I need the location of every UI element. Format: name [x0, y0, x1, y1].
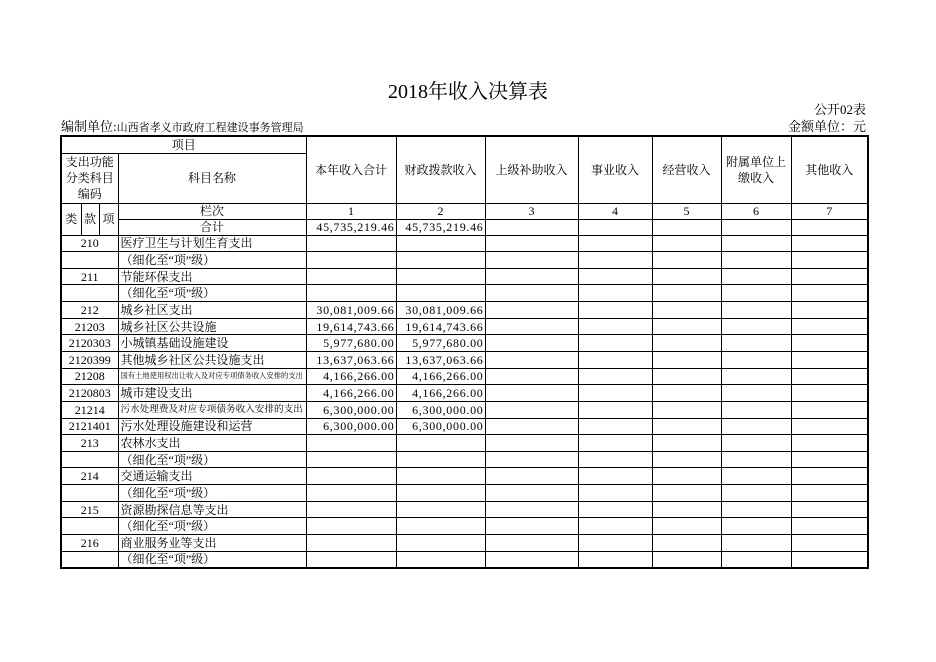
affiliated-remittance-cell	[721, 268, 791, 285]
other-income-cell	[791, 302, 868, 319]
other-income-cell	[791, 252, 868, 269]
income-total-cell	[306, 551, 396, 568]
fiscal-allocation-cell	[396, 268, 485, 285]
business-income-sum	[578, 219, 652, 235]
income-total-cell: 19,614,743.66	[306, 318, 396, 335]
table-row	[61, 435, 868, 452]
subject-name: 城乡社区公共设施	[118, 318, 306, 335]
operating-income-cell	[652, 485, 721, 502]
table-row	[61, 252, 868, 269]
fiscal-allocation-header: 财政拨款收入	[396, 136, 485, 203]
superior-subsidy-cell	[485, 418, 578, 435]
other-income-header: 其他收入	[791, 136, 868, 203]
business-income-cell	[578, 485, 652, 502]
table-row	[61, 401, 868, 418]
superior-subsidy-cell	[485, 351, 578, 368]
subject-name: 商业服务业等支出	[118, 535, 306, 552]
operating-income-cell	[652, 235, 721, 252]
subject-code	[61, 551, 118, 568]
subject-name: 小城镇基础设施建设	[118, 335, 306, 352]
operating-income-cell	[652, 535, 721, 552]
fiscal-allocation-cell	[396, 468, 485, 485]
amount-unit: 金额单位：元	[787, 119, 866, 134]
fiscal-allocation-cell	[396, 252, 485, 269]
compiling-unit	[61, 119, 304, 136]
other-income-cell	[791, 351, 868, 368]
fiscal-allocation-cell: 6,300,000.00	[396, 418, 485, 435]
other-income-cell	[791, 235, 868, 252]
other-income-cell	[791, 335, 868, 352]
business-income-cell	[578, 535, 652, 552]
income-total-cell	[306, 468, 396, 485]
fiscal-allocation-cell	[396, 451, 485, 468]
income-total-cell	[306, 235, 396, 252]
column-number: 2	[396, 203, 485, 219]
affiliated-remittance-cell	[721, 418, 791, 435]
other-income-cell	[791, 368, 868, 385]
operating-income-cell	[652, 401, 721, 418]
subject-name: （细化至“项”级）	[118, 518, 306, 535]
other-income-cell	[791, 451, 868, 468]
subject-name: （细化至“项”级）	[118, 285, 306, 302]
column-number: 5	[652, 203, 721, 219]
operating-income-cell	[652, 335, 721, 352]
other-income-cell	[791, 401, 868, 418]
table-row	[61, 285, 868, 302]
business-income-cell	[578, 401, 652, 418]
superior-subsidy-cell	[485, 535, 578, 552]
business-income-cell	[578, 518, 652, 535]
income-total-cell: 5,977,680.00	[306, 335, 396, 352]
income-total-cell: 13,637,063.66	[306, 351, 396, 368]
affiliated-remittance-cell	[721, 235, 791, 252]
income-total-cell	[306, 518, 396, 535]
subject-name: 污水处理费及对应专项债务收入安排的支出	[118, 401, 306, 418]
affiliated-remittance-cell	[721, 468, 791, 485]
income-total-cell	[306, 252, 396, 269]
table-row	[61, 468, 868, 485]
subject-name: 资源勘探信息等支出	[118, 501, 306, 518]
superior-subsidy-cell	[485, 518, 578, 535]
subject-name: （细化至“项”级）	[118, 551, 306, 568]
subject-code: 215	[61, 501, 118, 518]
table-row	[61, 368, 868, 385]
subject-code: 211	[61, 268, 118, 285]
table-row	[61, 335, 868, 352]
compiling-unit-label: 编制单位:	[61, 119, 117, 134]
superior-subsidy-cell	[485, 385, 578, 402]
business-income-cell	[578, 501, 652, 518]
income-total-cell	[306, 501, 396, 518]
business-income-cell	[578, 351, 652, 368]
income-total-cell: 4,166,266.00	[306, 368, 396, 385]
compiling-unit-name: 山西省孝义市政府工程建设事务管理局	[116, 122, 304, 134]
other-income-sum	[791, 219, 868, 235]
column-number: 4	[578, 203, 652, 219]
operating-income-cell	[652, 252, 721, 269]
business-income-cell	[578, 385, 652, 402]
superior-subsidy-header: 上级补助收入	[485, 136, 578, 203]
table-row	[61, 418, 868, 435]
table-row	[61, 518, 868, 535]
subject-name: 其他城乡社区公共设施支出	[118, 351, 306, 368]
column-number: 1	[306, 203, 396, 219]
total-row	[61, 219, 868, 235]
table-row	[61, 351, 868, 368]
fiscal-allocation-cell	[396, 435, 485, 452]
subject-name: 交通运输支出	[118, 468, 306, 485]
other-income-cell	[791, 551, 868, 568]
subject-code: 21214	[61, 401, 118, 418]
other-income-cell	[791, 418, 868, 435]
operating-income-cell	[652, 318, 721, 335]
income-total-cell	[306, 451, 396, 468]
business-income-cell	[578, 318, 652, 335]
superior-subsidy-cell	[485, 501, 578, 518]
affiliated-remittance-cell	[721, 501, 791, 518]
column-number: 7	[791, 203, 868, 219]
operating-income-cell	[652, 368, 721, 385]
fiscal-allocation-cell	[396, 535, 485, 552]
affiliated-remittance-cell	[721, 285, 791, 302]
subject-name-header: 科目名称	[118, 153, 306, 203]
income-total-cell	[306, 435, 396, 452]
income-total-cell	[306, 268, 396, 285]
superior-subsidy-cell	[485, 252, 578, 269]
code-level-item: 项	[99, 203, 118, 235]
income-total-sum: 45,735,219.46	[306, 219, 396, 235]
other-income-cell	[791, 518, 868, 535]
subject-name: 国有土地使用权出让收入及对应专项债务收入安排的支出	[118, 368, 306, 385]
form-code: 公开02表	[813, 102, 866, 117]
code-level-class: 类	[61, 203, 81, 235]
project-header: 项目	[61, 136, 306, 153]
superior-subsidy-cell	[485, 401, 578, 418]
fiscal-allocation-cell: 19,614,743.66	[396, 318, 485, 335]
fiscal-allocation-cell: 4,166,266.00	[396, 385, 485, 402]
business-income-cell	[578, 302, 652, 319]
fiscal-allocation-cell: 5,977,680.00	[396, 335, 485, 352]
operating-income-cell	[652, 385, 721, 402]
subject-code	[61, 485, 118, 502]
operating-income-cell	[652, 551, 721, 568]
business-income-cell	[578, 268, 652, 285]
operating-income-cell	[652, 451, 721, 468]
affiliated-remittance-cell	[721, 551, 791, 568]
income-total-cell	[306, 535, 396, 552]
affiliated-remittance-cell	[721, 351, 791, 368]
subject-code: 2120803	[61, 385, 118, 402]
superior-subsidy-cell	[485, 285, 578, 302]
total-label: 合计	[118, 219, 306, 235]
subject-code: 214	[61, 468, 118, 485]
operating-income-cell	[652, 302, 721, 319]
operating-income-cell	[652, 351, 721, 368]
subject-name: 农林水支出	[118, 435, 306, 452]
subject-code	[61, 518, 118, 535]
code-level-section: 款	[81, 203, 99, 235]
subject-name: 节能环保支出	[118, 268, 306, 285]
table-row	[61, 551, 868, 568]
affiliated-remittance-cell	[721, 368, 791, 385]
income-total-cell	[306, 285, 396, 302]
subject-name: 医疗卫生与计划生育支出	[118, 235, 306, 252]
fiscal-allocation-sum: 45,735,219.46	[396, 219, 485, 235]
other-income-cell	[791, 485, 868, 502]
table-row	[61, 302, 868, 319]
business-income-cell	[578, 435, 652, 452]
subject-code: 216	[61, 535, 118, 552]
subject-name: （细化至“项”级）	[118, 451, 306, 468]
affiliated-remittance-cell	[721, 451, 791, 468]
subject-name: （细化至“项”级）	[118, 252, 306, 269]
income-total-cell: 6,300,000.00	[306, 401, 396, 418]
subject-name: 城乡社区支出	[118, 302, 306, 319]
table-row	[61, 451, 868, 468]
business-income-cell	[578, 235, 652, 252]
business-income-cell	[578, 368, 652, 385]
subject-code: 2120303	[61, 335, 118, 352]
subject-code: 2121401	[61, 418, 118, 435]
column-number: 6	[721, 203, 791, 219]
other-income-cell	[791, 535, 868, 552]
superior-subsidy-cell	[485, 485, 578, 502]
table-row	[61, 485, 868, 502]
fiscal-allocation-cell	[396, 551, 485, 568]
affiliated-remittance-header: 附属单位上缴收入	[721, 136, 791, 203]
operating-income-cell	[652, 501, 721, 518]
code-group-header: 支出功能分类科目编码	[61, 153, 118, 203]
other-income-cell	[791, 501, 868, 518]
subject-code	[61, 285, 118, 302]
affiliated-remittance-cell	[721, 485, 791, 502]
superior-subsidy-cell	[485, 468, 578, 485]
fiscal-allocation-cell: 13,637,063.66	[396, 351, 485, 368]
business-income-cell	[578, 468, 652, 485]
affiliated-remittance-sum	[721, 219, 791, 235]
superior-subsidy-cell	[485, 435, 578, 452]
fiscal-allocation-cell	[396, 485, 485, 502]
fiscal-allocation-cell: 4,166,266.00	[396, 368, 485, 385]
subject-name: （细化至“项”级）	[118, 485, 306, 502]
operating-income-cell	[652, 268, 721, 285]
operating-income-cell	[652, 285, 721, 302]
operating-income-cell	[652, 435, 721, 452]
operating-income-sum	[652, 219, 721, 235]
operating-income-cell	[652, 518, 721, 535]
income-total-cell: 4,166,266.00	[306, 385, 396, 402]
table-row	[61, 268, 868, 285]
fiscal-allocation-cell	[396, 285, 485, 302]
header-row	[61, 136, 868, 153]
page-title: 2018年收入决算表	[388, 81, 548, 103]
table-row	[61, 385, 868, 402]
superior-subsidy-cell	[485, 268, 578, 285]
subject-code: 2120399	[61, 351, 118, 368]
operating-income-cell	[652, 418, 721, 435]
column-index-label: 栏次	[118, 203, 306, 219]
table-row	[61, 535, 868, 552]
business-income-cell	[578, 418, 652, 435]
subject-name: 城市建设支出	[118, 385, 306, 402]
other-income-cell	[791, 268, 868, 285]
affiliated-remittance-cell	[721, 518, 791, 535]
fiscal-allocation-cell	[396, 235, 485, 252]
affiliated-remittance-cell	[721, 385, 791, 402]
other-income-cell	[791, 435, 868, 452]
income-total-cell: 30,081,009.66	[306, 302, 396, 319]
subject-code: 210	[61, 235, 118, 252]
business-income-cell	[578, 451, 652, 468]
income-table	[60, 135, 869, 569]
column-number: 3	[485, 203, 578, 219]
table-row	[61, 318, 868, 335]
affiliated-remittance-cell	[721, 435, 791, 452]
superior-subsidy-cell	[485, 235, 578, 252]
superior-subsidy-cell	[485, 368, 578, 385]
income-total-cell	[306, 485, 396, 502]
superior-subsidy-cell	[485, 551, 578, 568]
superior-subsidy-cell	[485, 302, 578, 319]
affiliated-remittance-cell	[721, 401, 791, 418]
business-income-cell	[578, 335, 652, 352]
other-income-cell	[791, 285, 868, 302]
subject-code: 21208	[61, 368, 118, 385]
operating-income-header: 经营收入	[652, 136, 721, 203]
other-income-cell	[791, 385, 868, 402]
table-row	[61, 501, 868, 518]
subject-code: 212	[61, 302, 118, 319]
other-income-cell	[791, 318, 868, 335]
other-income-cell	[791, 468, 868, 485]
superior-subsidy-sum	[485, 219, 578, 235]
subject-code	[61, 451, 118, 468]
fiscal-allocation-cell	[396, 501, 485, 518]
subject-code: 21203	[61, 318, 118, 335]
fiscal-allocation-cell: 6,300,000.00	[396, 401, 485, 418]
affiliated-remittance-cell	[721, 302, 791, 319]
subject-code: 213	[61, 435, 118, 452]
fiscal-allocation-cell: 30,081,009.66	[396, 302, 485, 319]
superior-subsidy-cell	[485, 318, 578, 335]
operating-income-cell	[652, 468, 721, 485]
business-income-cell	[578, 551, 652, 568]
subject-name: 污水处理设施建设和运营	[118, 418, 306, 435]
column-index-row	[61, 203, 868, 219]
affiliated-remittance-cell	[721, 318, 791, 335]
subject-code	[61, 252, 118, 269]
affiliated-remittance-cell	[721, 535, 791, 552]
business-income-cell	[578, 285, 652, 302]
superior-subsidy-cell	[485, 335, 578, 352]
affiliated-remittance-cell	[721, 335, 791, 352]
income-total-header: 本年收入合计	[306, 136, 396, 203]
superior-subsidy-cell	[485, 451, 578, 468]
table-row	[61, 235, 868, 252]
business-income-header: 事业收入	[578, 136, 652, 203]
affiliated-remittance-cell	[721, 252, 791, 269]
income-total-cell: 6,300,000.00	[306, 418, 396, 435]
fiscal-allocation-cell	[396, 518, 485, 535]
business-income-cell	[578, 252, 652, 269]
